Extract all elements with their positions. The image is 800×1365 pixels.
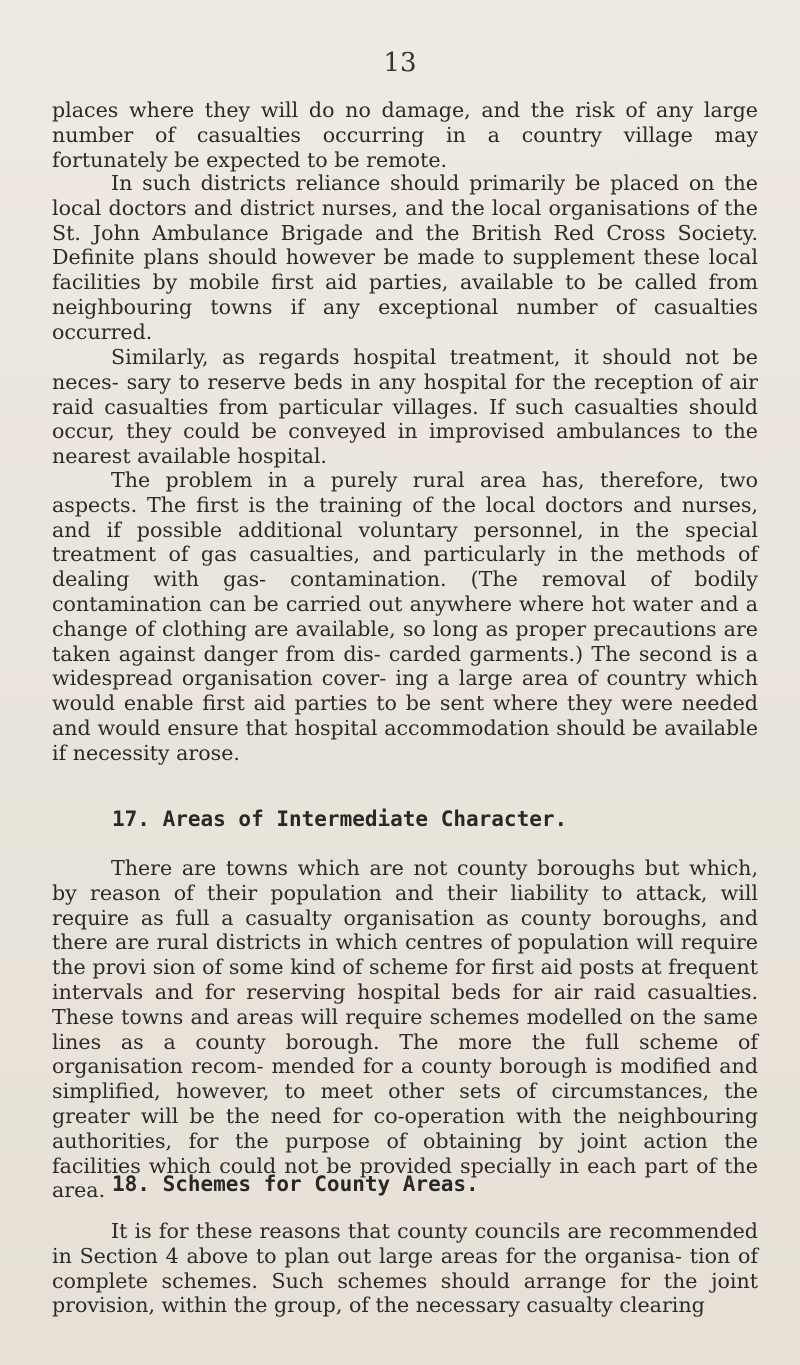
paragraph-continuation: places where they will do no damage, and the risk of any large number of casualties occurring in a country village may fortunately be expected to be remote. xyxy=(52,98,758,172)
paragraph-rural-reliance: In such districts reliance should primarily be placed on the local doctors and district nurses, and the local organisations of the St. John Ambulance Brigade and the British Red Cross Society. Definite plans should however be made to supplement these local facilities by mobile first aid parties, available to be called from neighbouring towns if any exceptional number of casualties occurred. xyxy=(52,171,758,344)
section-17-paragraph: There are towns which are not county boroughs but which, by reason of their population and their liability to attack, will require as full a casualty organisation as county boroughs, and there are rural districts in which centres of population will require the provi sion of some kind of scheme for first aid posts at frequent intervals and for reserving hospital beds for air raid casualties. These towns and areas will require schemes modelled on the same lines as a county borough. The more the full scheme of organisation recom- mended for a county borough is modified and simplified, however, to meet other sets of circumstances, the greater will be the need for co-operation with the neighbouring authorities, for the purpose of obtaining by joint action the facilities which could not be provided specially in each part of the area. xyxy=(52,856,758,1203)
page-number: 13 xyxy=(383,48,417,78)
section-18-heading: 18. Schemes for County Areas. xyxy=(112,1172,479,1196)
paragraph-rural-problem: The problem in a purely rural area has, therefore, two aspects. The first is the training of the local doctors and nurses, and if possible additional voluntary personnel, in the special treatment of gas casualties, and particularly in the methods of dealing with gas- contamination. (The removal of bodily contamination can be carried out anywhere where hot water and a change of clothing are available, so long as proper precautions are taken against danger from dis- carded garments.) The second is a widespread organisation cover- ing a large area of country which would enable first aid parties to be sent where they were needed and would ensure that hospital accommodation should be available if necessity arose. xyxy=(52,468,758,765)
section-18-paragraph: It is for these reasons that county councils are recommended in Section 4 above to plan out large areas for the organisa- tion of complete schemes. Such schemes should arrange for the joint provision, within the group, of the necessary casualty clearing xyxy=(52,1219,758,1318)
section-17-heading: 17. Areas of Intermediate Character. xyxy=(112,807,568,831)
paragraph-hospital-treatment: Similarly, as regards hospital treatment, it should not be neces- sary to reserve beds in any hospital for the reception of air raid casualties from particular villages. If such casualties should occur, they could be conveyed in improvised ambulances to the nearest available hospital. xyxy=(52,345,758,469)
